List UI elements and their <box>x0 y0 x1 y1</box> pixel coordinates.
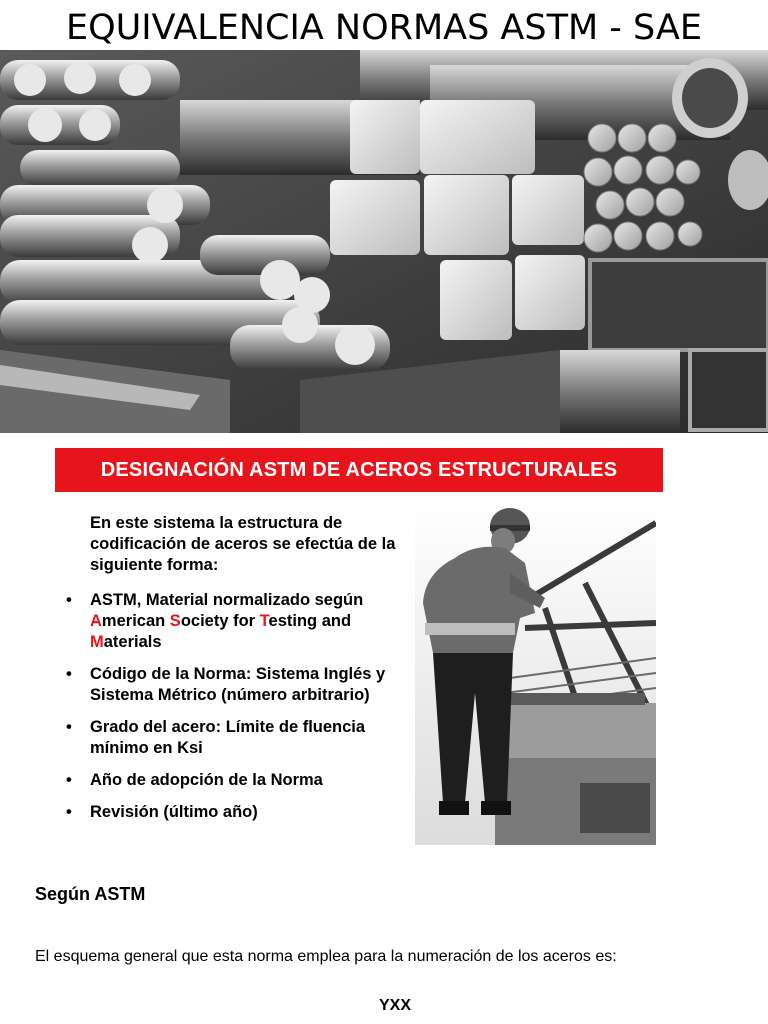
body-paragraph: El esquema general que esta norma emplea para la numeración de los aceros es: <box>35 948 617 965</box>
steel-products-photo-icon <box>0 50 768 433</box>
bullet-icon: • <box>66 591 72 609</box>
astm-designation-slide <box>40 433 680 853</box>
highlight-letter: S <box>169 612 181 630</box>
page-title: EQUIVALENCIA NORMAS ASTM - SAE <box>66 8 702 48</box>
bullet-icon: • <box>66 803 72 821</box>
bullet-item-astm: • ASTM, Material normalizado según American Society for Testing and Materials <box>66 591 364 651</box>
highlight-letter: T <box>259 612 269 630</box>
bullet-icon: • <box>66 771 72 789</box>
bullet-item-grade: • Grado del acero: Límite de fluencia mínimo en Ksi <box>66 718 366 757</box>
bullet-item-year: • Año de adopción de la Norma <box>66 771 323 789</box>
slide-banner: DESIGNACIÓN ASTM DE ACEROS ESTRUCTURALES <box>55 448 663 492</box>
bullet-item-revision: • Revisión (último año) <box>66 803 258 821</box>
construction-worker-image <box>415 503 656 845</box>
section-heading: Según ASTM <box>35 884 146 904</box>
bullet-item-code: • Código de la Norma: Sistema Inglés y Sistema Métrico (número arbitrario) <box>66 665 386 704</box>
steel-products-image <box>0 50 768 433</box>
highlight-letter: M <box>90 633 104 651</box>
designation-bullet-list <box>62 590 422 834</box>
bullet-icon: • <box>66 718 72 736</box>
bullet-icon: • <box>66 665 72 683</box>
numbering-scheme: YXX <box>378 997 411 1014</box>
construction-worker-photo-icon <box>415 503 656 845</box>
highlight-letter: A <box>90 612 102 630</box>
slide-intro: En este sistema la estructura de codificación de aceros se efectúa de la siguiente forma: <box>90 514 396 574</box>
